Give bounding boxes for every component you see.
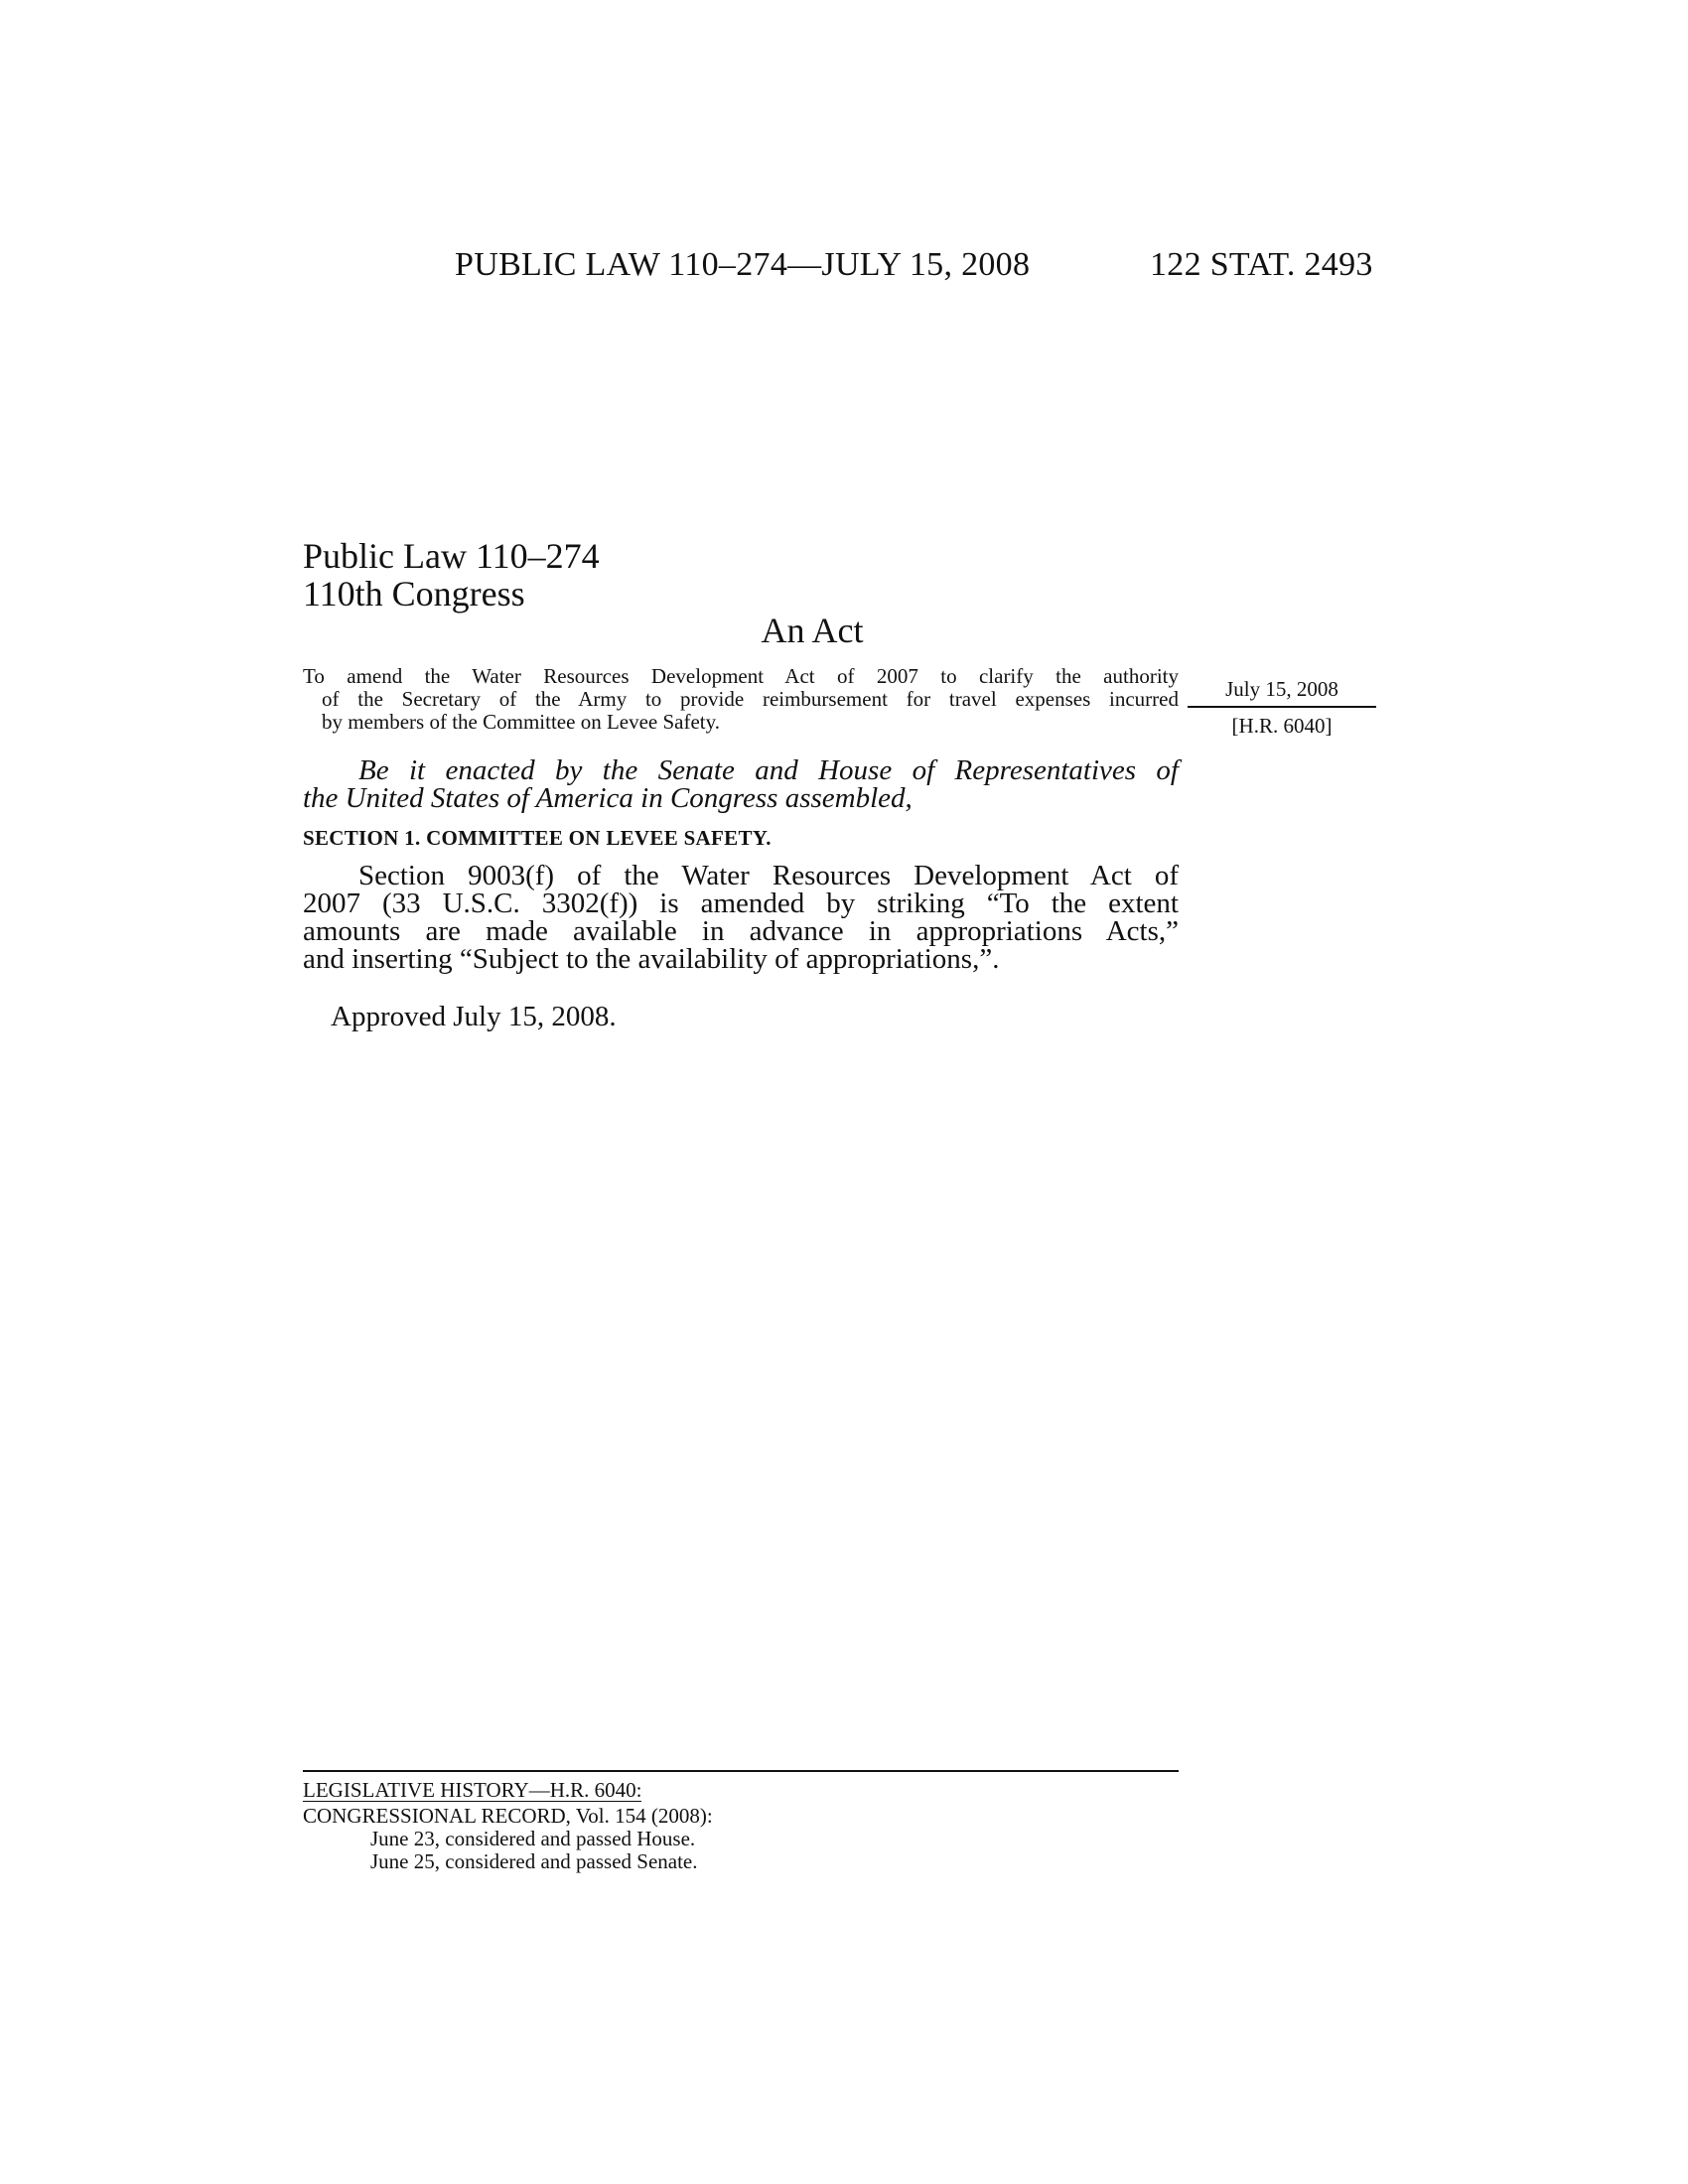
enacting-clause (303, 756, 1179, 812)
purpose-line: To amend the Water Resources Development Act of 2007 to clarify the authority (303, 664, 1179, 688)
purpose-line: of the Secretary of the Army to provide reimbursement for travel expenses incurred (322, 687, 1179, 711)
margin-bill-number: [H.R. 6040] (1231, 714, 1333, 738)
enacting-clause-line: Be it enacted by the Senate and House of Representatives of (358, 754, 1179, 786)
congress: 110th Congress (303, 574, 525, 614)
page-number: 122 STAT. 2493 (1150, 246, 1373, 283)
law-number: Public Law 110–274 (303, 536, 600, 576)
enacting-clause-line: the United States of America in Congress assembled, (303, 782, 913, 814)
section-body-line: amounts are made available in advance in appropriations Acts,” (303, 915, 1179, 947)
history-entry: June 25, considered and passed Senate. (370, 1849, 698, 1873)
history-entry: June 23, considered and passed House. (370, 1827, 696, 1850)
section-body-line: and inserting “Subject to the availability of appropriations,”. (303, 943, 1000, 975)
approval-date: Approved July 15, 2008. (331, 1001, 617, 1032)
section-body-line: 2007 (33 U.S.C. 3302(f)) is amended by striking “To the extent (303, 887, 1179, 919)
purpose-line: by members of the Committee on Levee Safety. (322, 710, 721, 734)
section-body-line: Section 9003(f) of the Water Resources Development Act of (358, 860, 1179, 891)
footer-divider (303, 1770, 1179, 1772)
congressional-record: CONGRESSIONAL RECORD, Vol. 154 (2008): (303, 1804, 713, 1828)
legislative-history-title: LEGISLATIVE HISTORY—H.R. 6040: (303, 1778, 642, 1802)
running-head-left: PUBLIC LAW 110–274—JULY 15, 2008 (455, 246, 1031, 283)
margin-note (1188, 677, 1376, 739)
legislative-history (303, 1779, 713, 1873)
act-heading: An Act (761, 611, 864, 650)
section-heading: SECTION 1. COMMITTEE ON LEVEE SAFETY. (303, 826, 772, 850)
section-body (303, 862, 1179, 973)
act-purpose (303, 665, 1179, 734)
margin-date: July 15, 2008 (1188, 677, 1376, 708)
